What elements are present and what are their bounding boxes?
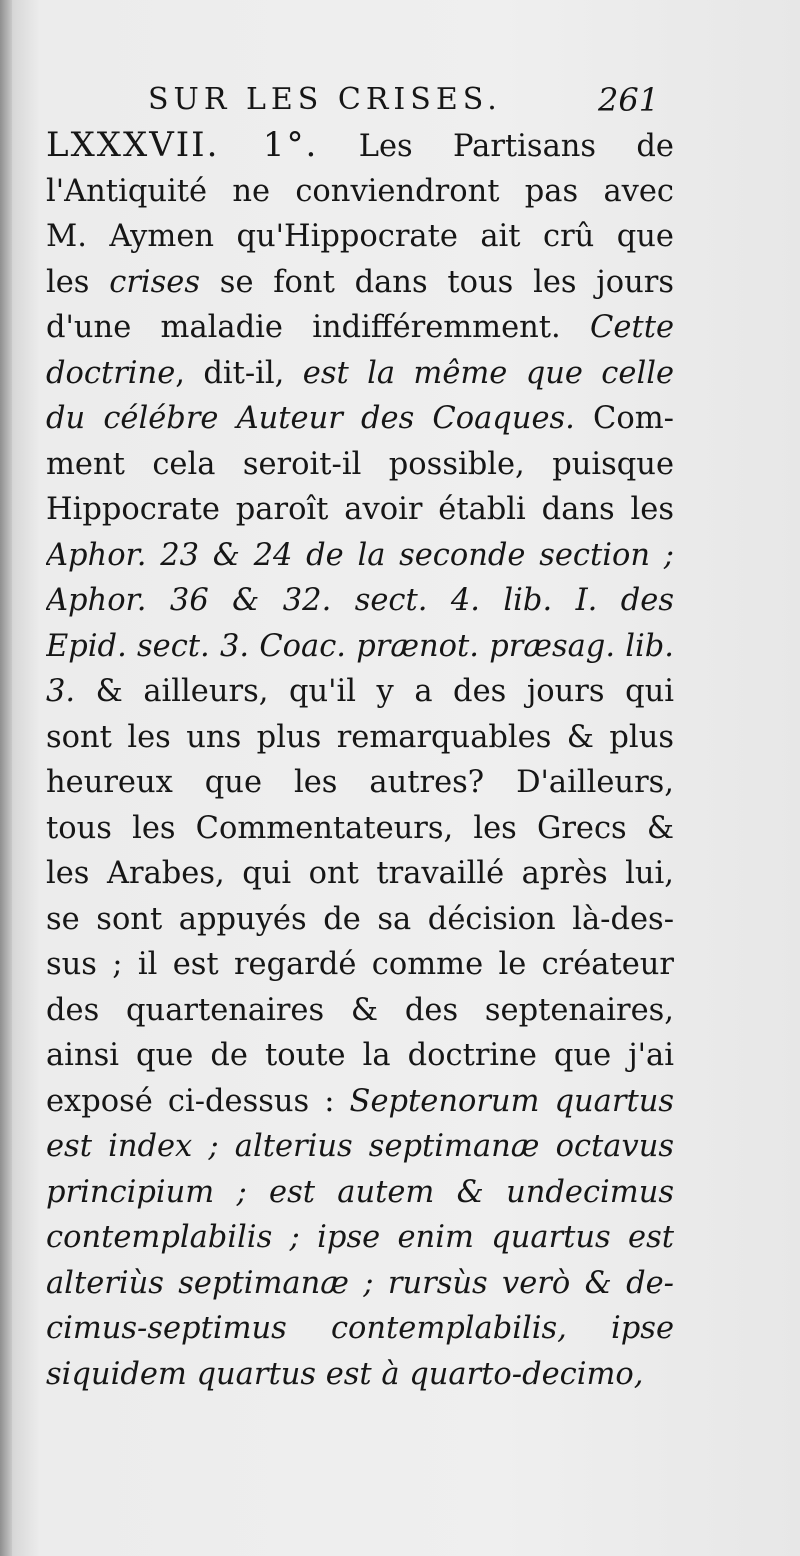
text-line — [46, 1170, 674, 1216]
text-segment: , dit-il, — [175, 355, 303, 391]
text-line — [46, 715, 674, 761]
text-line — [46, 351, 674, 397]
text-segment: ment cela seroit-il possible, puisque — [46, 446, 674, 482]
text-line — [46, 487, 674, 533]
text-line — [46, 897, 674, 943]
italic-segment: Aphor. 36 & 32. sect. 4. lib. I. des — [46, 583, 674, 618]
text-line — [46, 624, 674, 670]
text-line — [46, 260, 674, 306]
text-segment: tous les Commentateurs, les Grecs & — [46, 810, 674, 846]
text-segment: Hippocrate paroît avoir établi dans les — [46, 492, 674, 527]
italic-segment: Epid. sect. 3. Coac. prænot. præsag. lib. — [46, 628, 674, 664]
text-line — [46, 760, 674, 806]
text-line — [46, 1306, 674, 1352]
text-segment: heureux que les autres? D'ailleurs, — [46, 765, 674, 800]
paragraph-text — [46, 123, 674, 1397]
text-segment: Les Partisans de — [358, 129, 674, 164]
text-line — [46, 1033, 674, 1079]
text-line — [46, 305, 674, 351]
text-line — [46, 851, 674, 897]
italic-segment: contemplabilis ; ipse enim quartus est — [46, 1220, 674, 1255]
text-line — [46, 214, 674, 260]
text-segment: l'Antiquité ne conviendront pas avec — [46, 173, 674, 209]
text-segment: & ailleurs, qu'il y a des jours qui — [75, 674, 674, 709]
italic-segment: du célébre Auteur des Coaques. — [46, 401, 575, 436]
text-line — [46, 123, 674, 169]
text-segment: sont les uns plus remarquables & plus — [46, 719, 674, 755]
text-segment: les — [46, 264, 110, 300]
running-head — [0, 78, 800, 122]
italic-segment: est index ; alterius septimanæ octavus — [46, 1129, 674, 1164]
text-line — [46, 578, 674, 624]
text-segment: se sont appuyés de sa décision là-des- — [46, 901, 674, 937]
text-line — [46, 533, 674, 579]
italic-segment: Cette — [590, 310, 674, 345]
italic-segment: doctrine — [46, 355, 176, 391]
text-line — [46, 1079, 674, 1125]
text-segment: sus ; il est regardé comme le créateur — [46, 947, 674, 982]
text-line — [46, 1124, 674, 1170]
running-title: SUR LES CRISES. — [148, 82, 502, 117]
italic-segment: principium ; est autem & undecimus — [46, 1174, 674, 1210]
text-segment: des quartenaires & des septenaires, — [46, 992, 674, 1028]
text-line — [46, 1215, 674, 1261]
text-line — [46, 806, 674, 852]
italic-segment: cimus-septimus contemplabilis, ipse — [46, 1311, 674, 1346]
text-line — [46, 396, 674, 442]
page-number: 261 — [598, 81, 660, 119]
text-line — [46, 442, 674, 488]
text-line — [46, 669, 674, 715]
italic-segment: est la même que celle — [302, 355, 674, 391]
italic-segment: 3. — [46, 674, 76, 709]
text-line — [46, 1352, 674, 1398]
text-segment: d'une maladie indifféremment. — [46, 310, 591, 345]
paragraph-number: LXXXVII. 1°. — [46, 125, 319, 165]
italic-segment: crises — [109, 264, 201, 300]
text-segment: se font dans tous les jours — [200, 264, 674, 300]
text-line — [46, 988, 674, 1034]
text-line — [46, 169, 674, 215]
text-segment: Com- — [574, 401, 674, 436]
text-line — [46, 1261, 674, 1307]
text-line — [46, 942, 674, 988]
italic-segment: Septenorum quartus — [349, 1083, 674, 1119]
page-gutter — [0, 0, 12, 1556]
text-segment: exposé ci-dessus : — [46, 1083, 350, 1119]
italic-segment: alteriùs septimanæ ; rursùs verò & de- — [46, 1265, 674, 1301]
text-segment: ainsi que de toute la doctrine que j'ai — [46, 1038, 674, 1073]
text-segment: les Arabes, qui ont travaillé après lui, — [46, 856, 674, 891]
italic-segment: siquidem quartus est à quarto-decimo, — [46, 1356, 644, 1392]
text-segment: M. Aymen qu'Hippocrate ait crû que — [46, 219, 674, 254]
italic-segment: Aphor. 23 & 24 de la seconde section ; — [46, 537, 674, 573]
